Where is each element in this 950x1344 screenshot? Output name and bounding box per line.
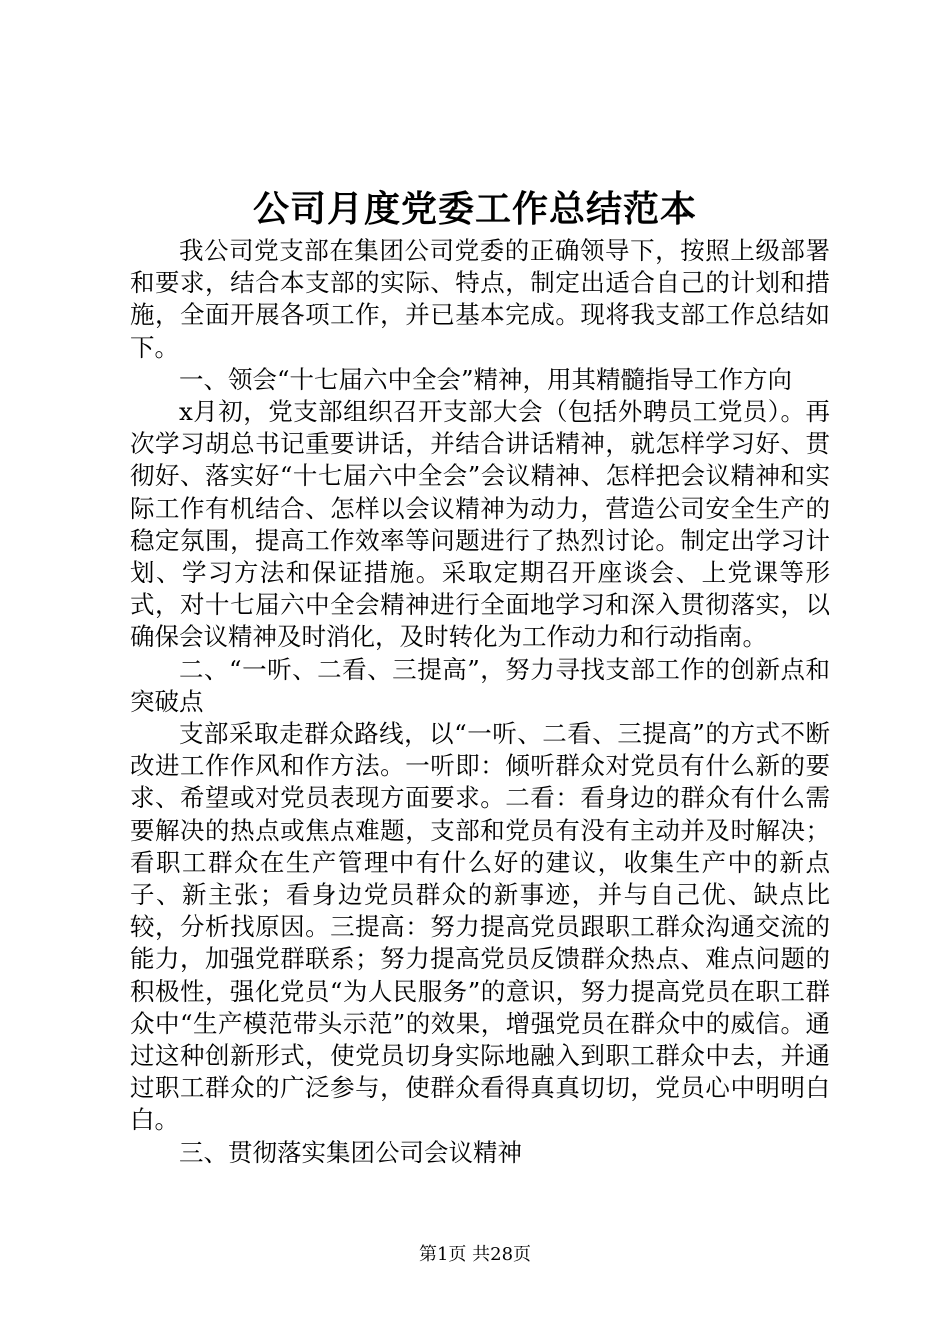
document-body [130,235,830,1169]
heading-section-1: 一、领会“十七届六中全会”精神，用其精髓指导工作方向 [179,364,793,394]
paragraph-intro: 我公司党支部在集团公司党委的正确领导下，按照上级部署和要求，结合本支部的实际、特点，制定出适合自己的计划和措施，全面开展各项工作，并已基本完成。现将我支部工作总结如下。 [130,236,830,362]
paragraph-section-1: x月初，党支部组织召开支部大会（包括外聘员工党员）。再次学习胡总书记重要讲话，并结合讲话精神，就怎样学习好、贯彻好、落实好“十七届六中全会”会议精神、怎样把会议精神和实际工作有机结合、怎样以会议精神为动力，营造公司安全生产的稳定氛围，提高工作效率等问题进行了热烈讨论。制定出学习计划、学习方法和保证措施。采取定期召开座谈会、上党课等形式，对十七届六中全会精神进行全面地学习和深入贯彻落实，以确保会议精神及时消化，及时转化为工作动力和行动指南。 [130,397,830,652]
paragraph-section-2: 支部采取走群众路线，以“一听、二看、三提高”的方式不断改进工作作风和作方法。一听即：倾听群众对党员有什么新的要求、希望或对党员表现方面要求。二看：看身边的群众有什么需要解决的热点或焦点难题，支部和党员有没有主动并及时解决；看职工群众在生产管理中有什么好的建议，收集生产中的新点子、新主张；看身边党员群众的新事迹，并与自己优、缺点比较，分析找原因。三提高：努力提高党员跟职工群众沟通交流的能力，加强党群联系；努力提高党员反馈群众热点、难点问题的积极性，强化党员“为人民服务”的意识，努力提高党员在职工群众中“生产模范带头示范”的效果，增强党员在群众中的威信。通过这种创新形式，使党员切身实际地融入到职工群众中去，并通过职工群众的广泛参与，使群众看得真真切切，党员心中明明白白。 [130,719,830,1135]
document-title: 公司月度党委工作总结范本 [252,188,697,230]
heading-section-3: 三、贯彻落实集团公司会议精神 [179,1137,522,1167]
heading-section-2: 二、“一听、二看、三提高”，努力寻找支部工作的创新点和突破点 [130,654,830,716]
page-footer: 第1页 共28页 [418,1244,532,1265]
